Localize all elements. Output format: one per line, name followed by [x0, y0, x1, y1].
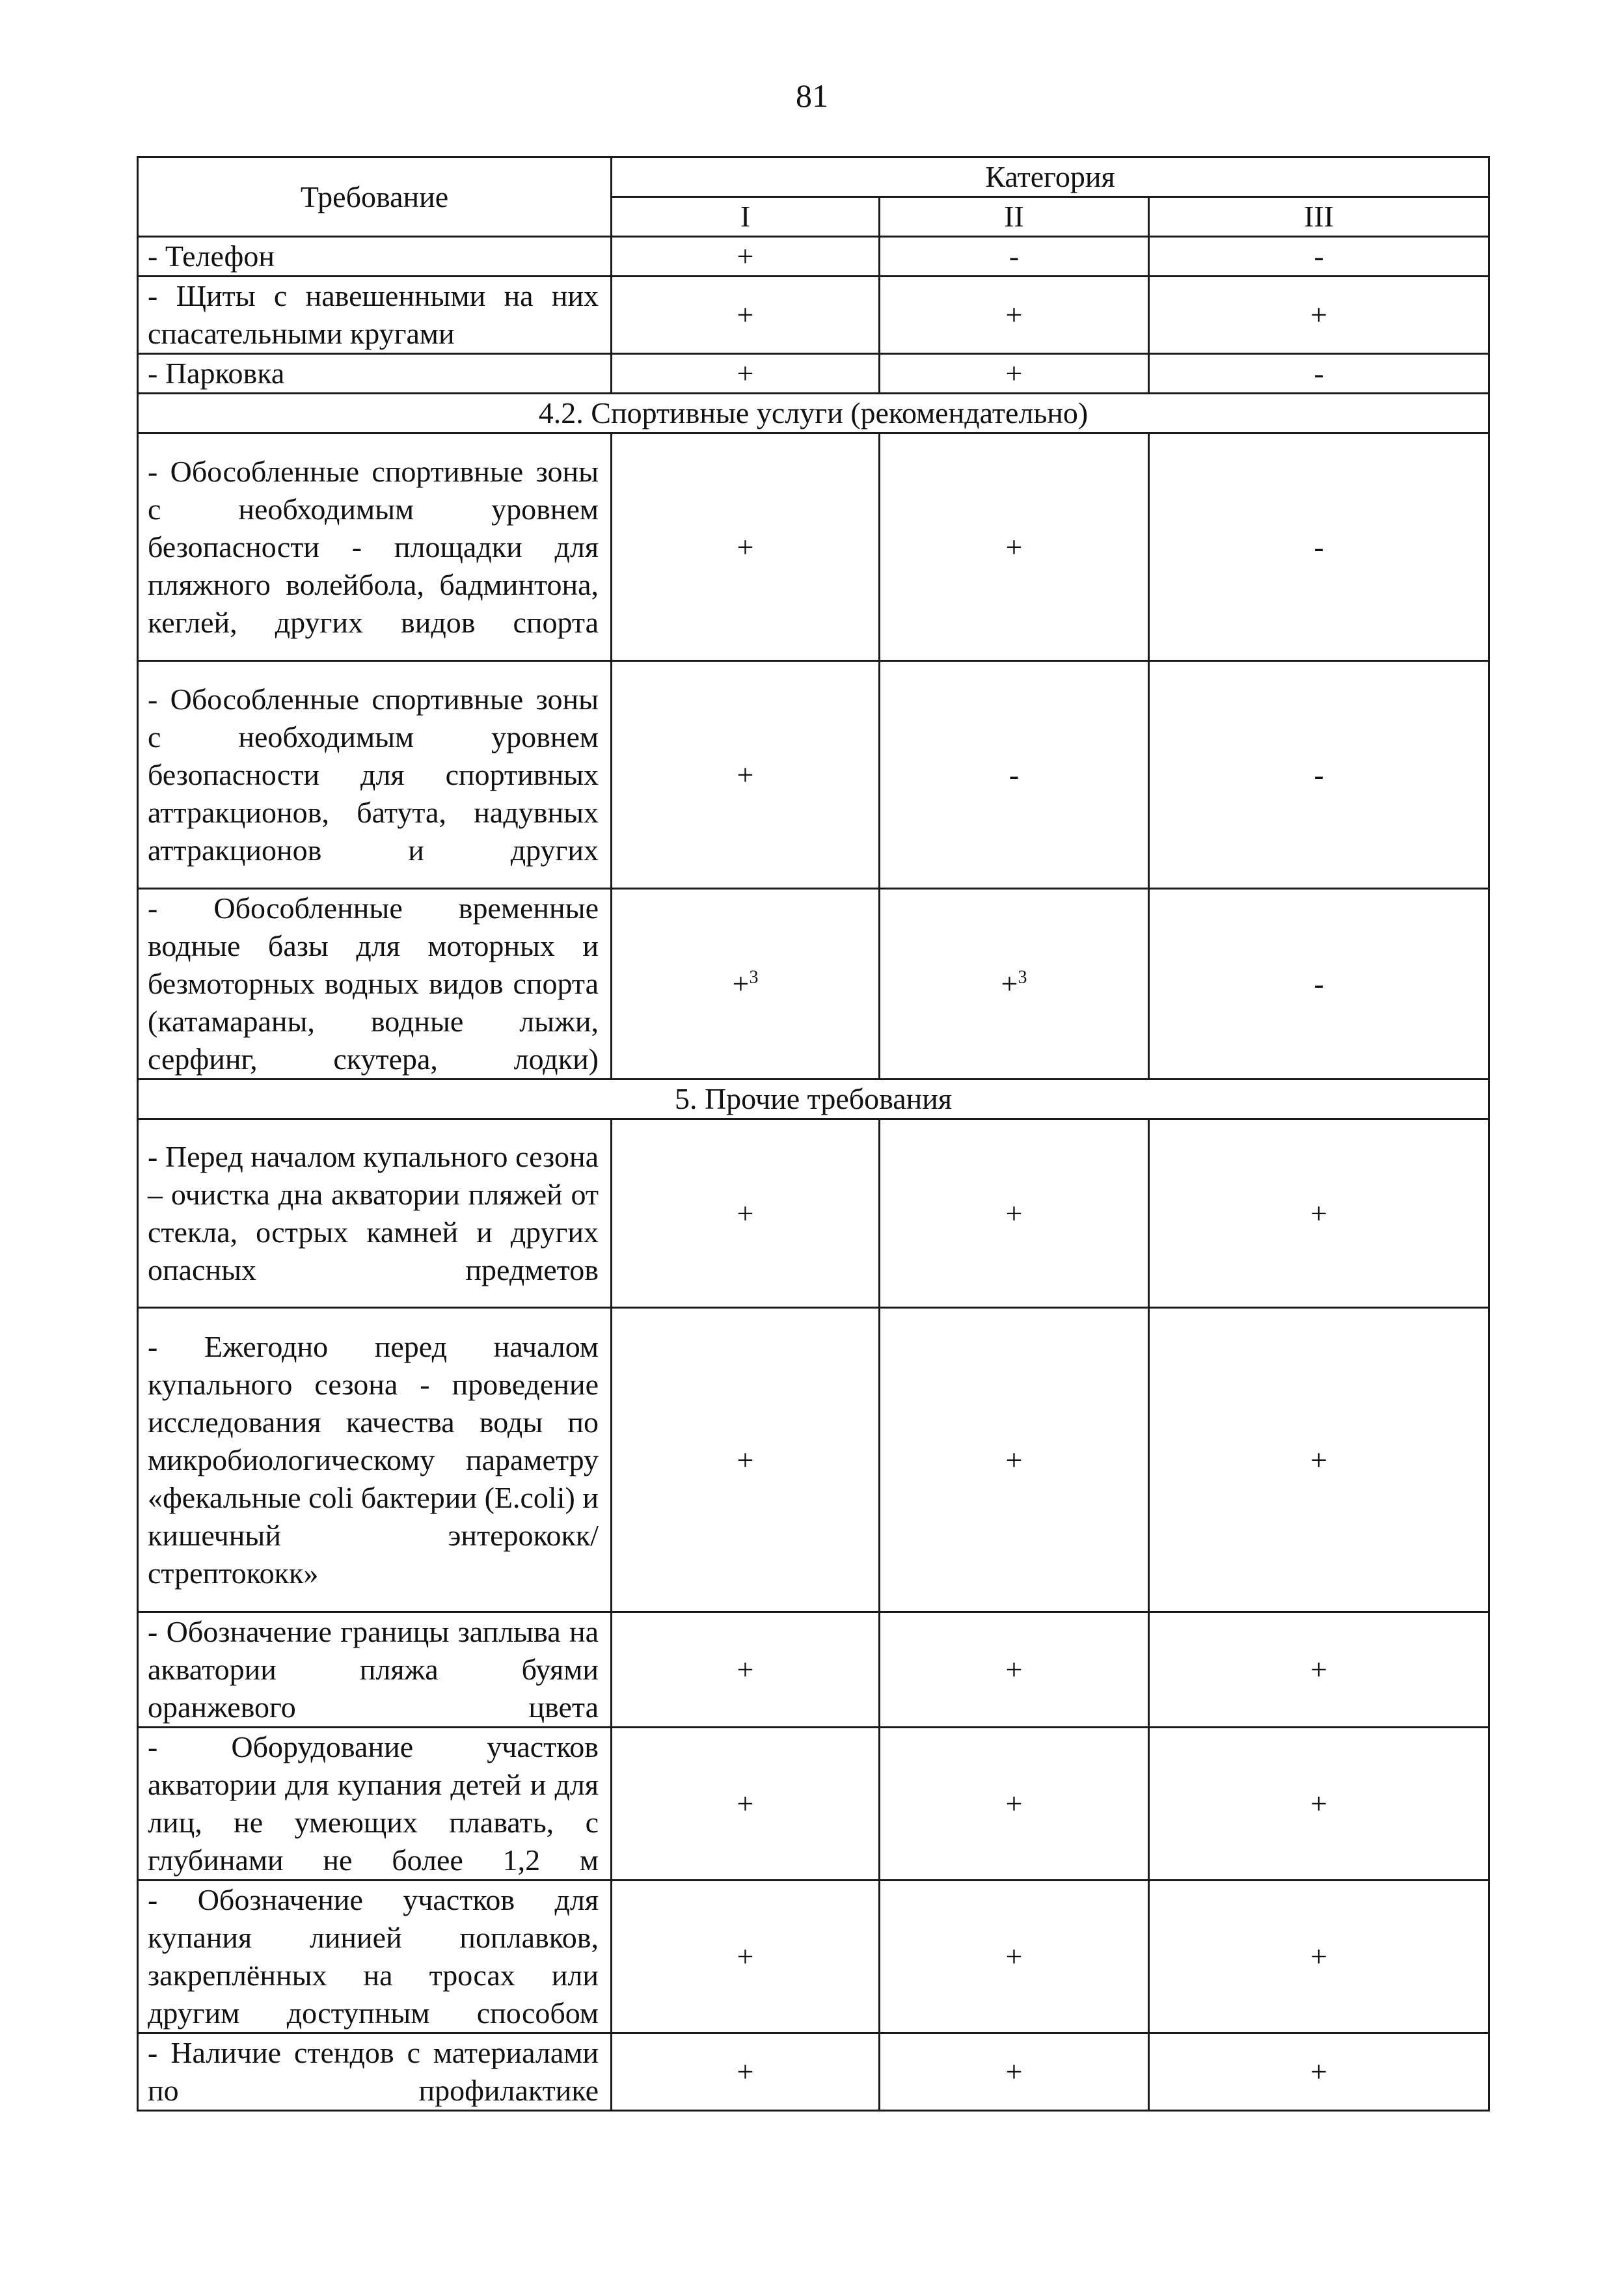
mark-cat-2: +: [880, 1728, 1149, 1881]
table-row: [138, 889, 1489, 1080]
section-row: [138, 394, 1489, 433]
mark-cat-1: +: [612, 277, 880, 354]
mark-cat-2: +: [880, 1612, 1149, 1728]
mark-cat-1: +: [612, 2033, 880, 2111]
mark-cat-1: +: [612, 433, 880, 661]
table-row: [138, 661, 1489, 889]
mark-cat-2: +: [880, 2033, 1149, 2111]
requirement-text: - Обособленные спортивные зоны с необходимым уровнем безопасности - площадки для пляжного волейбола, бадминтона, кеглей, других видов спорта: [138, 433, 612, 661]
mark-cat-2: +: [880, 277, 1149, 354]
mark-cat-2: +: [880, 1308, 1149, 1612]
requirement-text: - Телефон: [138, 237, 612, 277]
header-category-1: I: [612, 197, 880, 237]
mark-cat-3: +: [1149, 1881, 1489, 2033]
requirement-text: - Щиты с навешенными на них спасательными кругами: [138, 277, 612, 354]
mark-cat-1: [612, 889, 880, 1080]
mark-value: +: [732, 967, 750, 1000]
mark-cat-2: [880, 889, 1149, 1080]
mark-cat-2: +: [880, 433, 1149, 661]
table-row: [138, 433, 1489, 661]
mark-cat-2: +: [880, 1119, 1149, 1308]
mark-cat-1: +: [612, 1612, 880, 1728]
mark-cat-2: -: [880, 661, 1149, 889]
requirement-text: - Ежегодно перед началом купального сезона - проведение исследования качества воды по микробиологическому параметру «фекальные coli бактерии (E.coli) и кишечный энтерококк/стрептококк»: [138, 1308, 612, 1612]
table-row: [138, 237, 1489, 277]
mark-cat-3: +: [1149, 277, 1489, 354]
mark-cat-1: +: [612, 237, 880, 277]
mark-cat-2: +: [880, 1881, 1149, 2033]
mark-cat-3: -: [1149, 433, 1489, 661]
mark-cat-3: -: [1149, 889, 1489, 1080]
requirement-text: - Парковка: [138, 354, 612, 394]
mark-cat-3: -: [1149, 661, 1489, 889]
header-category: Категория: [612, 157, 1489, 197]
mark-cat-3: +: [1149, 1308, 1489, 1612]
requirement-text: - Обозначение участков для купания линией поплавков, закреплённых на тросах или другим доступным способом: [138, 1881, 612, 2033]
header-requirement: Требование: [138, 157, 612, 237]
requirement-text: - Перед началом купального сезона – очистка дна акватории пляжей от стекла, острых камней и других опасных предметов: [138, 1119, 612, 1308]
table-row: [138, 1119, 1489, 1308]
mark-cat-3: +: [1149, 2033, 1489, 2111]
requirement-text: - Обособленные временные водные базы для моторных и безмоторных водных видов спорта (катамараны, водные лыжи, серфинг, скутера, лодки): [138, 889, 612, 1080]
requirement-text: - Оборудование участков акватории для купания детей и для лиц, не умеющих плавать, с глубинами не более 1,2 м: [138, 1728, 612, 1881]
mark-cat-1: +: [612, 1881, 880, 2033]
requirement-text: - Наличие стендов с материалами по профилактике: [138, 2033, 612, 2111]
mark-cat-3: +: [1149, 1119, 1489, 1308]
mark-cat-2: +: [880, 354, 1149, 394]
header-category-3: III: [1149, 197, 1489, 237]
requirement-text: - Обособленные спортивные зоны с необходимым уровнем безопасности для спортивных аттракционов, батута, надувных аттракционов и других: [138, 661, 612, 889]
mark-cat-2: -: [880, 237, 1149, 277]
table-row: [138, 1881, 1489, 2033]
mark-value: +: [1001, 967, 1018, 1000]
mark-cat-3: -: [1149, 354, 1489, 394]
table-row: [138, 277, 1489, 354]
mark-cat-1: +: [612, 1119, 880, 1308]
mark-cat-1: +: [612, 1308, 880, 1612]
table-header: [138, 157, 1489, 237]
table-body: [138, 237, 1489, 2111]
mark-cat-1: +: [612, 661, 880, 889]
mark-cat-1: +: [612, 1728, 880, 1881]
mark-cat-3: +: [1149, 1728, 1489, 1881]
requirement-text: - Обозначение границы заплыва на акватории пляжа буями оранжевого цвета: [138, 1612, 612, 1728]
section-title-sports: 4.2. Спортивные услуги (рекомендательно): [138, 394, 1489, 433]
table-row: [138, 1612, 1489, 1728]
mark-cat-3: -: [1149, 237, 1489, 277]
footnote-ref: 3: [749, 967, 759, 988]
requirements-table: [137, 156, 1490, 2112]
table-row: [138, 1308, 1489, 1612]
footnote-ref: 3: [1018, 967, 1027, 988]
header-category-2: II: [880, 197, 1149, 237]
table-row: [138, 2033, 1489, 2111]
section-title-other: 5. Прочие требования: [138, 1080, 1489, 1119]
section-row: [138, 1080, 1489, 1119]
page-number: 81: [796, 77, 828, 114]
table-row: [138, 354, 1489, 394]
mark-cat-1: +: [612, 354, 880, 394]
mark-cat-3: +: [1149, 1612, 1489, 1728]
table-row: [138, 1728, 1489, 1881]
